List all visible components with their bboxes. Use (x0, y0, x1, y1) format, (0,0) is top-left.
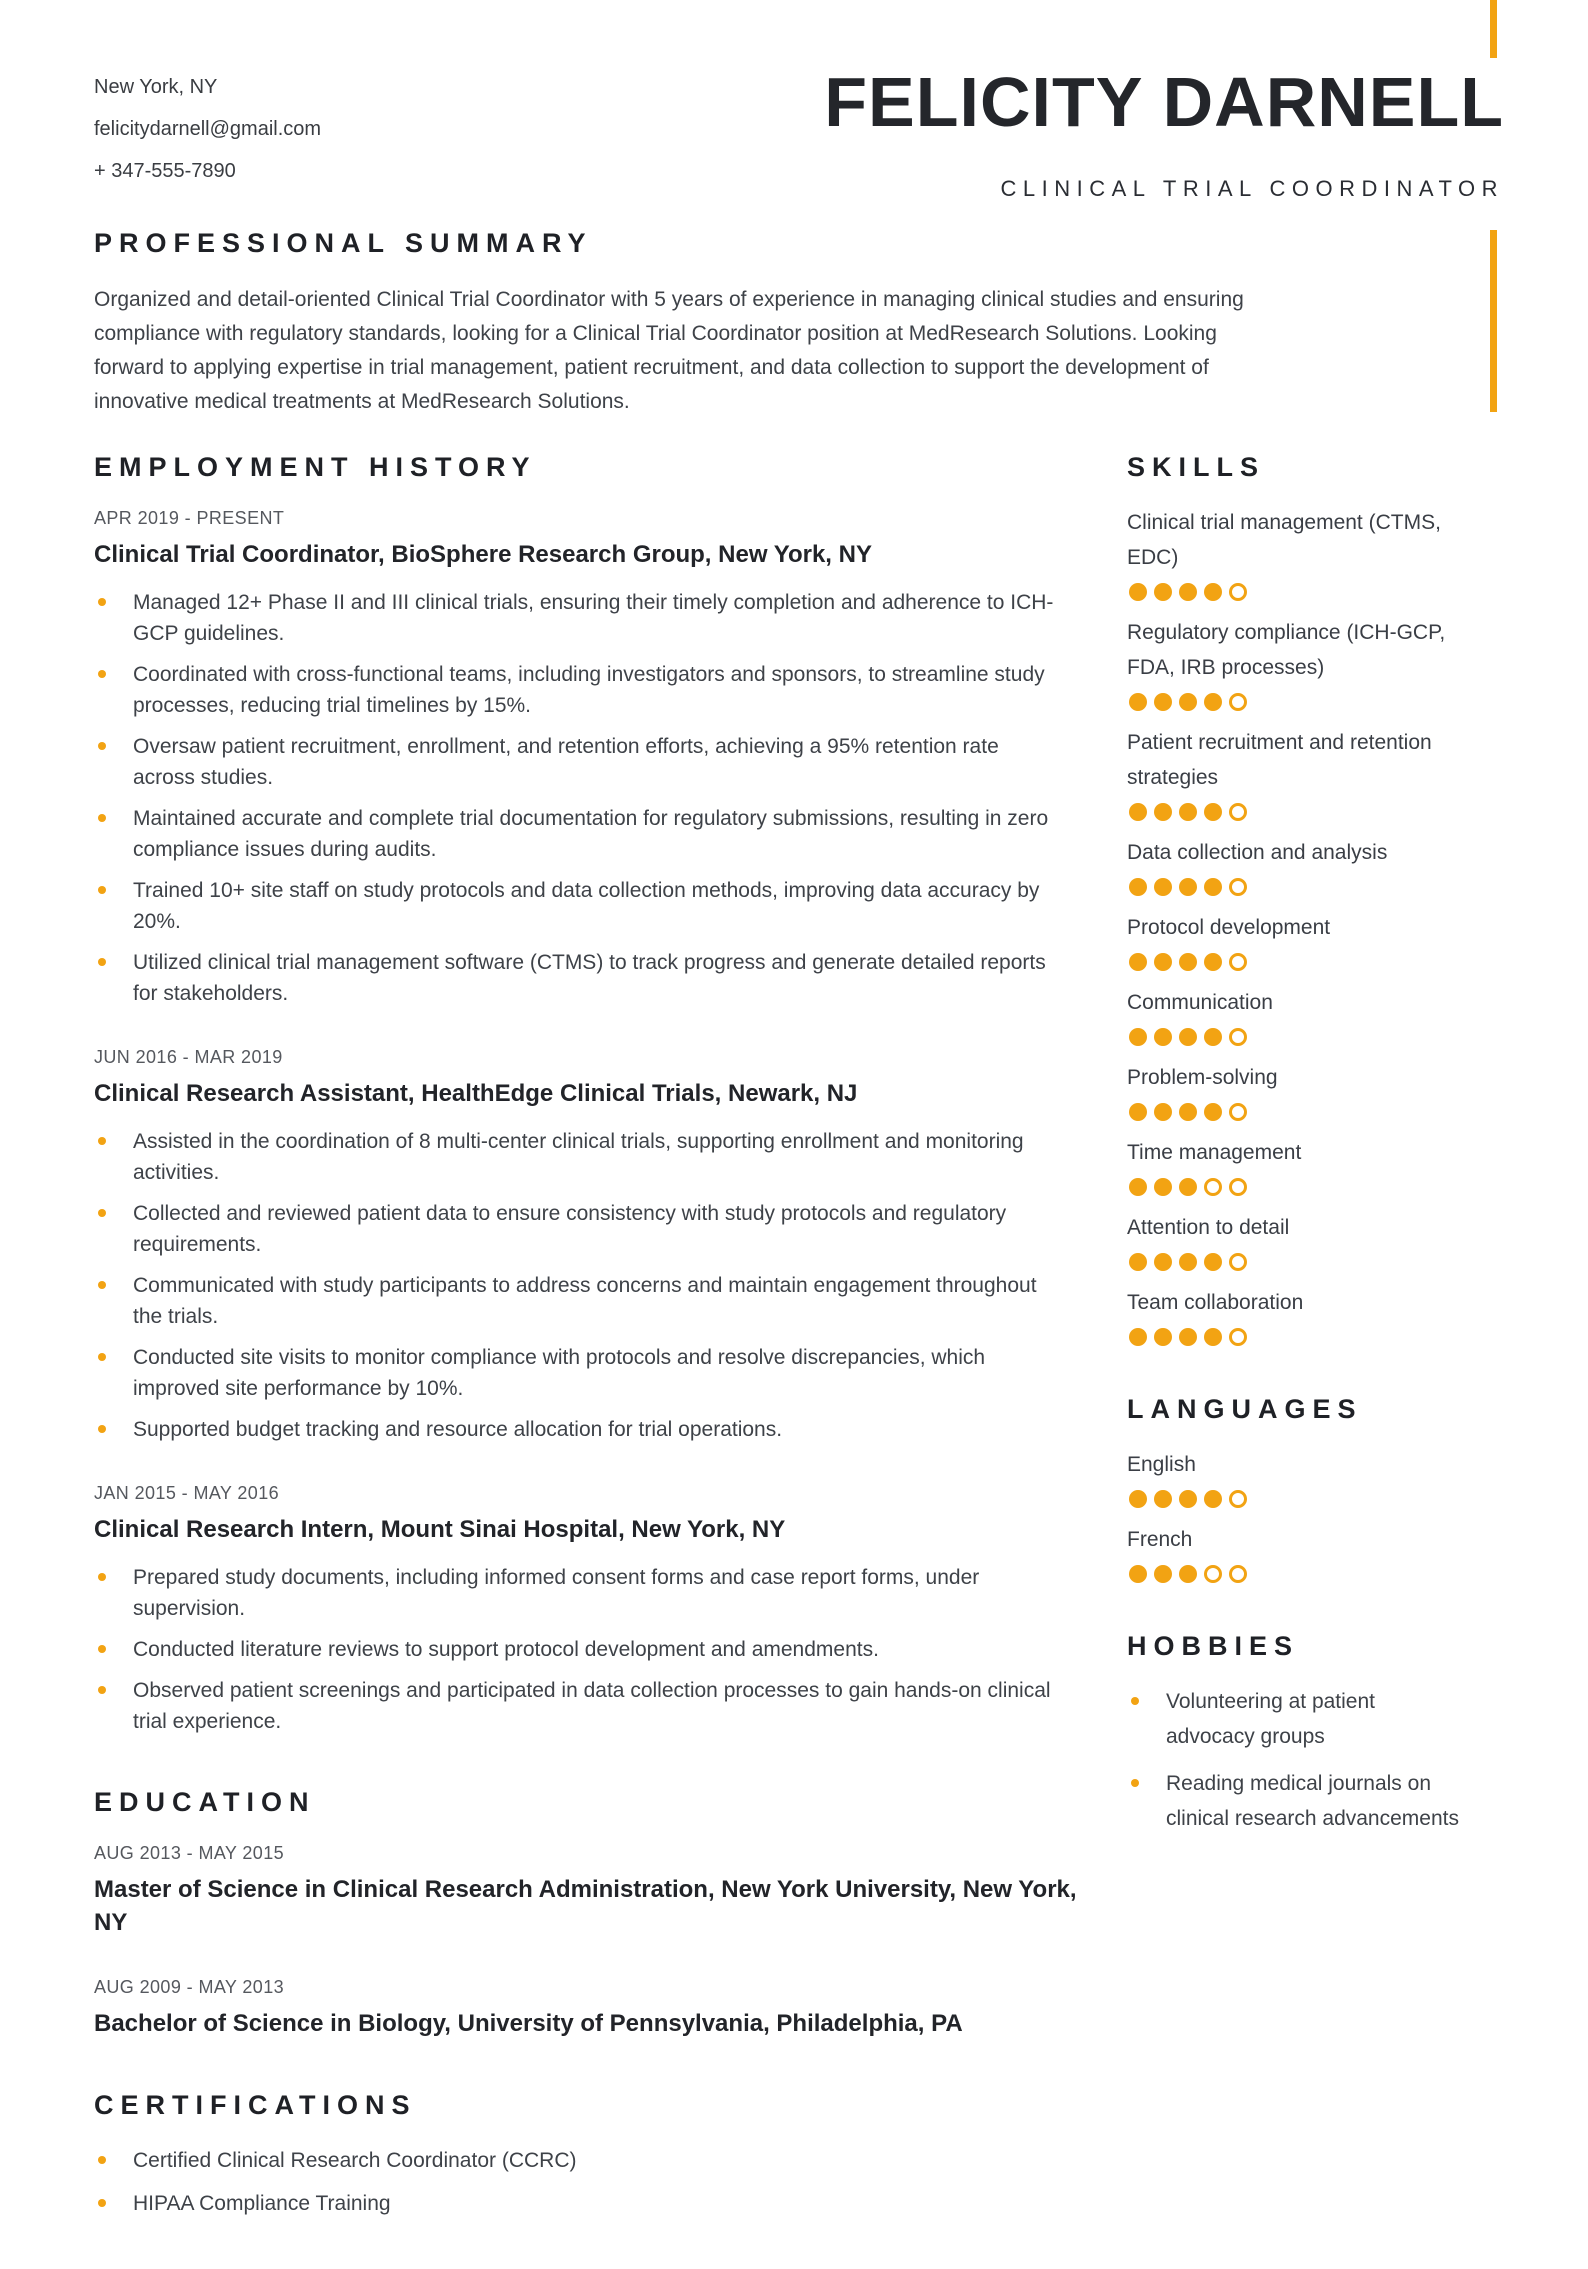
entry-title: Clinical Trial Coordinator, BioSphere Research Group, New York, NY (94, 541, 872, 568)
content-columns (94, 452, 1500, 2269)
employment-section (94, 452, 1057, 1737)
rated-item (1127, 505, 1500, 601)
rating-dot-filled (1179, 1103, 1197, 1121)
bullet-dot-icon (98, 1645, 106, 1653)
rated-item (1127, 1285, 1500, 1346)
bullet-item (94, 731, 1057, 793)
bullet-item (94, 947, 1057, 1009)
rating-dot-filled (1154, 878, 1172, 896)
bullet-item (94, 875, 1057, 937)
bullet-item (94, 1634, 1057, 1665)
rated-item-name: Team collaboration (1127, 1291, 1304, 1314)
rating-dot-empty (1229, 1565, 1247, 1583)
rated-item (1127, 910, 1500, 971)
rating-dot-empty (1204, 1178, 1222, 1196)
rating-dot-filled (1154, 1328, 1172, 1346)
side-column (1127, 452, 1500, 1884)
bullet-dot-icon (98, 1573, 106, 1581)
rated-item-name: Patient recruitment and retention strategies (1127, 731, 1432, 789)
summary-text: Organized and detail-oriented Clinical Trial Coordinator with 5 years of experience in managing clinical studies and ensuring compliance with regulatory standards, looking for a Clinical Trial Coordinator position at MedResearch Solutions. Looking forward to applying expertise in trial management, patient recruitment, and data collection to support the development of innovative medical treatments at MedResearch Solutions. (94, 288, 1244, 413)
bullet-dot-icon (98, 1686, 106, 1694)
rating-dot-filled (1204, 1328, 1222, 1346)
rating-dots (1129, 1565, 1500, 1583)
summary-section (94, 228, 1290, 419)
bullet-item (94, 1198, 1057, 1260)
bullet-item (94, 2145, 1057, 2176)
rating-dot-filled (1179, 1253, 1197, 1271)
rating-dot-filled (1154, 1565, 1172, 1583)
certification-items (94, 2145, 1057, 2219)
contact-email: felicitydarnell@gmail.com (94, 118, 322, 140)
bullet-item (1127, 1766, 1500, 1836)
bullet-text: Conducted literature reviews to support protocol development and amendments. (133, 1638, 879, 1661)
bullet-item (94, 2188, 1057, 2219)
bullet-text: Certified Clinical Research Coordinator (CCRC) (133, 2149, 577, 2172)
bullet-text: HIPAA Compliance Training (133, 2192, 391, 2215)
rating-dot-filled (1154, 953, 1172, 971)
bullet-text: Collected and reviewed patient data to ensure consistency with study protocols and regulatory requirements. (133, 1202, 1007, 1256)
rating-dot-filled (1204, 583, 1222, 601)
main-column (94, 452, 1077, 2269)
rated-item (1127, 1060, 1500, 1121)
history-entry (94, 1047, 1057, 1445)
bullet-text: Volunteering at patient advocacy groups (1166, 1690, 1375, 1748)
rating-dot-empty (1229, 1253, 1247, 1271)
rating-dot-filled (1179, 1178, 1197, 1196)
rating-dot-filled (1129, 803, 1147, 821)
languages-heading: LANGUAGES (1127, 1394, 1363, 1424)
entry-title: Master of Science in Clinical Research Administration, New York University, New York, NY (94, 1876, 1077, 1936)
rating-dot-empty (1229, 953, 1247, 971)
bullet-text: Assisted in the coordination of 8 multi-center clinical trials, supporting enrollment and monitoring activities. (133, 1130, 1024, 1184)
rated-item (1127, 1135, 1500, 1196)
rating-dot-filled (1154, 1103, 1172, 1121)
summary-heading: PROFESSIONAL SUMMARY (94, 228, 593, 258)
education-heading: EDUCATION (94, 1787, 316, 1817)
entry-date-range: JUN 2016 - MAR 2019 (94, 1047, 283, 1067)
rating-dot-filled (1154, 1028, 1172, 1046)
bullet-dot-icon (98, 958, 106, 966)
rating-dots (1129, 1103, 1500, 1121)
entry-date-range: AUG 2013 - MAY 2015 (94, 1843, 285, 1863)
entry-bullets (94, 1562, 1057, 1737)
bullet-text: Supported budget tracking and resource allocation for trial operations. (133, 1418, 783, 1441)
rated-item-name: Communication (1127, 991, 1273, 1014)
accent-bar-top (1490, 0, 1497, 58)
rating-dots (1129, 1328, 1500, 1346)
education-entries (94, 1843, 1077, 2040)
rating-dot-filled (1204, 878, 1222, 896)
rated-item-name: Time management (1127, 1141, 1302, 1164)
rating-dot-empty (1229, 1028, 1247, 1046)
entry-date-range: APR 2019 - PRESENT (94, 508, 285, 528)
bullet-item (94, 659, 1057, 721)
entry-title: Clinical Research Assistant, HealthEdge Clinical Trials, Newark, NJ (94, 1080, 858, 1107)
rated-item-name: English (1127, 1453, 1196, 1476)
history-entry (94, 1483, 1057, 1737)
candidate-job-title: CLINICAL TRIAL COORDINATOR (1000, 176, 1504, 201)
bullet-dot-icon (98, 1209, 106, 1217)
rating-dots (1129, 693, 1500, 711)
skill-items (1127, 505, 1500, 1346)
rating-dot-filled (1129, 1103, 1147, 1121)
rating-dot-filled (1179, 1565, 1197, 1583)
candidate-name: FELICITY DARNELL (824, 63, 1504, 141)
rating-dot-filled (1154, 693, 1172, 711)
hobby-items (1127, 1684, 1500, 1836)
rated-item (1127, 1522, 1500, 1583)
rating-dots (1129, 803, 1500, 821)
employment-entries (94, 508, 1057, 1737)
rating-dot-empty (1229, 1328, 1247, 1346)
rating-dot-filled (1154, 1490, 1172, 1508)
bullet-text: Coordinated with cross-functional teams, including investigators and sponsors, to streamline study processes, reducing trial timelines by 15%. (133, 663, 1045, 717)
rated-item (1127, 615, 1500, 711)
rating-dots (1129, 583, 1500, 601)
bullet-dot-icon (98, 1137, 106, 1145)
bullet-text: Utilized clinical trial management software (CTMS) to track progress and generate detailed reports for stakeholders. (133, 951, 1046, 1005)
languages-section (1127, 1394, 1500, 1583)
bullet-text: Communicated with study participants to address concerns and maintain engagement throughout the trials. (133, 1274, 1037, 1328)
education-section (94, 1787, 1077, 2040)
certifications-section (94, 2090, 1057, 2219)
rating-dot-filled (1204, 1028, 1222, 1046)
bullet-text: Observed patient screenings and participated in data collection processes to gain hands-on clinical trial experience. (133, 1679, 1051, 1733)
bullet-dot-icon (98, 670, 106, 678)
rating-dot-filled (1204, 1490, 1222, 1508)
rated-item-name: Data collection and analysis (1127, 841, 1388, 864)
hobbies-heading: HOBBIES (1127, 1631, 1300, 1661)
accent-bar-summary (1490, 230, 1497, 412)
rated-item-name: Regulatory compliance (ICH-GCP, FDA, IRB processes) (1127, 621, 1446, 679)
rating-dot-filled (1179, 878, 1197, 896)
rating-dot-filled (1129, 1178, 1147, 1196)
entry-bullets (94, 587, 1057, 1009)
rating-dot-filled (1204, 803, 1222, 821)
rating-dot-filled (1129, 1490, 1147, 1508)
rating-dot-filled (1179, 583, 1197, 601)
rating-dot-filled (1129, 1328, 1147, 1346)
rating-dots (1129, 953, 1500, 971)
contact-block (94, 66, 321, 192)
bullet-dot-icon (98, 1425, 106, 1433)
bullet-dot-icon (98, 814, 106, 822)
employment-heading: EMPLOYMENT HISTORY (94, 452, 537, 482)
rating-dot-empty (1229, 803, 1247, 821)
bullet-text: Prepared study documents, including informed consent forms and case report forms, under supervision. (133, 1566, 980, 1620)
bullet-item (94, 1414, 1057, 1445)
rated-item-name: Attention to detail (1127, 1216, 1290, 1239)
rating-dot-filled (1179, 1490, 1197, 1508)
bullet-dot-icon (1131, 1779, 1139, 1787)
history-entry (94, 508, 1057, 1009)
rating-dot-filled (1179, 803, 1197, 821)
rating-dot-filled (1179, 953, 1197, 971)
rating-dot-filled (1154, 583, 1172, 601)
rating-dot-filled (1129, 693, 1147, 711)
contact-phone: + 347-555-7890 (94, 160, 236, 182)
rating-dot-filled (1129, 878, 1147, 896)
rating-dot-filled (1179, 1028, 1197, 1046)
rating-dot-filled (1129, 1565, 1147, 1583)
rating-dot-filled (1204, 693, 1222, 711)
rating-dot-filled (1129, 1253, 1147, 1271)
rating-dots (1129, 1028, 1500, 1046)
history-entry (94, 1977, 1057, 2040)
bullet-dot-icon (98, 1281, 106, 1289)
bullet-text: Trained 10+ site staff on study protocols and data collection methods, improving data accuracy by 20%. (133, 879, 1040, 933)
skills-section (1127, 452, 1500, 1346)
rating-dot-filled (1129, 953, 1147, 971)
rating-dots (1129, 1253, 1500, 1271)
contact-location: New York, NY (94, 76, 218, 98)
entry-date-range: AUG 2009 - MAY 2013 (94, 1977, 285, 1997)
bullet-dot-icon (1131, 1697, 1139, 1705)
rating-dot-filled (1204, 1103, 1222, 1121)
rating-dots (1129, 1490, 1500, 1508)
bullet-item (94, 1270, 1057, 1332)
rated-item (1127, 1447, 1500, 1508)
rating-dots (1129, 1178, 1500, 1196)
rated-item (1127, 985, 1500, 1046)
entry-bullets (94, 1126, 1057, 1445)
rated-item-name: Problem-solving (1127, 1066, 1278, 1089)
bullet-text: Maintained accurate and complete trial documentation for regulatory submissions, resulting in zero compliance issues during audits. (133, 807, 1049, 861)
bullet-dot-icon (98, 2199, 106, 2207)
bullet-item (94, 1562, 1057, 1624)
rating-dot-filled (1129, 1028, 1147, 1046)
rating-dot-filled (1204, 1253, 1222, 1271)
bullet-text: Conducted site visits to monitor compliance with protocols and resolve discrepancies, which improved site performance by 10%. (133, 1346, 986, 1400)
bullet-item (1127, 1684, 1500, 1754)
bullet-dot-icon (98, 598, 106, 606)
rated-item-name: Clinical trial management (CTMS, EDC) (1127, 511, 1441, 569)
bullet-item (94, 1342, 1057, 1404)
rating-dot-empty (1229, 583, 1247, 601)
bullet-item (94, 1675, 1057, 1737)
bullet-dot-icon (98, 2156, 106, 2164)
rating-dot-empty (1229, 1178, 1247, 1196)
bullet-dot-icon (98, 886, 106, 894)
rated-item-name: French (1127, 1528, 1193, 1551)
rating-dot-empty (1229, 1103, 1247, 1121)
rated-item (1127, 835, 1500, 896)
bullet-text: Oversaw patient recruitment, enrollment, and retention efforts, achieving a 95% retention rate across studies. (133, 735, 999, 789)
rating-dot-empty (1229, 878, 1247, 896)
bullet-text: Reading medical journals on clinical research advancements (1166, 1772, 1459, 1830)
bullet-dot-icon (98, 742, 106, 750)
bullet-text: Managed 12+ Phase II and III clinical trials, ensuring their timely completion and adherence to ICH-GCP guidelines. (133, 591, 1054, 645)
rating-dot-empty (1229, 693, 1247, 711)
bullet-item (94, 803, 1057, 865)
rated-item (1127, 725, 1500, 821)
entry-title: Clinical Research Intern, Mount Sinai Hospital, New York, NY (94, 1516, 786, 1543)
rated-item-name: Protocol development (1127, 916, 1331, 939)
rating-dot-empty (1204, 1565, 1222, 1583)
rating-dot-filled (1204, 953, 1222, 971)
hobbies-section (1127, 1631, 1500, 1836)
language-items (1127, 1447, 1500, 1583)
skills-heading: SKILLS (1127, 452, 1266, 482)
rating-dot-empty (1229, 1490, 1247, 1508)
rating-dot-filled (1154, 803, 1172, 821)
rating-dot-filled (1154, 1253, 1172, 1271)
entry-date-range: JAN 2015 - MAY 2016 (94, 1483, 280, 1503)
rating-dot-filled (1154, 1178, 1172, 1196)
bullet-dot-icon (98, 1353, 106, 1361)
rated-item (1127, 1210, 1500, 1271)
rating-dot-filled (1129, 583, 1147, 601)
entry-title: Bachelor of Science in Biology, University of Pennsylvania, Philadelphia, PA (94, 2010, 963, 2037)
certifications-heading: CERTIFICATIONS (94, 2090, 417, 2120)
history-entry (94, 1843, 1077, 1939)
bullet-item (94, 587, 1057, 649)
bullet-item (94, 1126, 1057, 1188)
rating-dot-filled (1179, 1328, 1197, 1346)
rating-dots (1129, 878, 1500, 896)
rating-dot-filled (1179, 693, 1197, 711)
